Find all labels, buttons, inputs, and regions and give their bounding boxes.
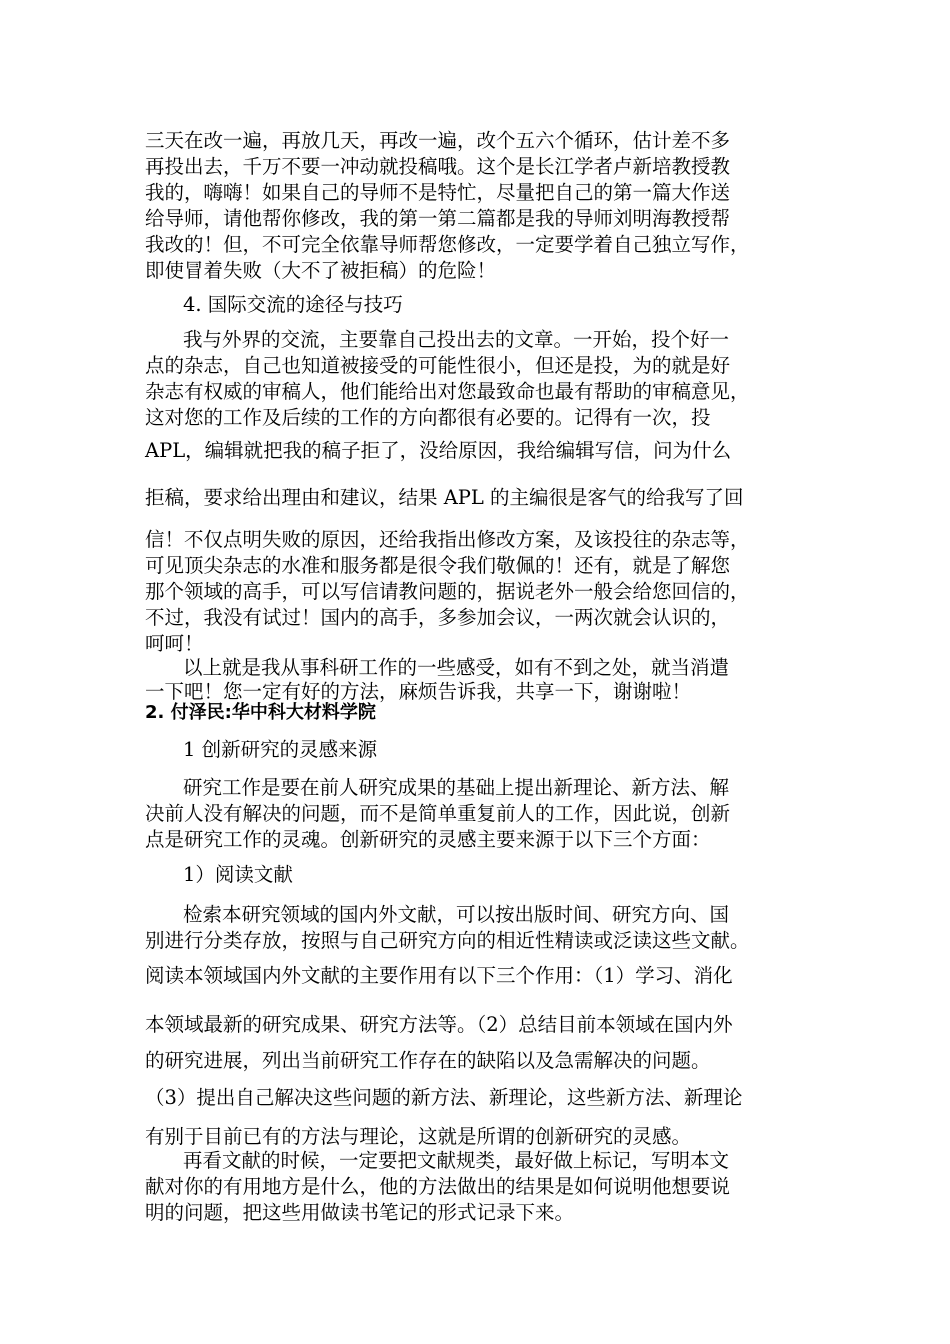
text-line: 阅读本领域国内外文献的主要作用有以下三个作用：（1）学习、消化 [145, 964, 733, 987]
text-line: 这对您的工作及后续的工作的方向都很有必要的。记得有一次，投 [145, 406, 711, 429]
text-line: 不过，我没有试过！国内的高手，多参加会议，一两次就会认识的， [145, 606, 731, 629]
text-line: 可见顶尖杂志的水准和服务都是很令我们敬佩的！还有，就是了解您 [145, 554, 731, 577]
text-line: 献对你的有用地方是什么，他的方法做出的结果是如何说明他想要说 [145, 1175, 731, 1198]
text-line: 一下吧！您一定有好的方法，麻烦告诉我，共享一下，谢谢啦！ [145, 680, 692, 703]
section-heading-author: 2. 付泽民:华中科大材料学院 [145, 702, 376, 723]
text-line: 杂志有权威的审稿人，他们能给出对您最致命也最有帮助的审稿意见， [145, 380, 750, 403]
text-line: 明的问题，把这些用做读书笔记的形式记录下来。 [145, 1201, 575, 1224]
text-line: 三天在改一遍，再放几天，再改一遍，改个五六个循环，估计差不多 [145, 129, 731, 152]
text-line: 检索本研究领域的国内外文献，可以按出版时间、研究方向、国 [183, 903, 730, 926]
text-line: 再投出去，千万不要一冲动就投稿哦。这个是长江学者卢新培教授教 [145, 155, 731, 178]
text-line: 本领域最新的研究成果、研究方法等。（2）总结目前本领域在国内外 [145, 1013, 733, 1036]
text-line: APL，编辑就把我的稿子拒了，没给原因，我给编辑写信，问为什么 [145, 439, 732, 462]
text-line: 我改的！但，不可完全依靠导师帮您修改，一定要学着自己独立写作， [145, 233, 750, 256]
text-line: 信！不仅点明失败的原因，还给我指出修改方案，及该投往的杂志等， [145, 528, 750, 551]
text-line: 呵呵！ [145, 632, 204, 655]
text-line: 我的，嗨嗨！如果自己的导师不是特忙，尽量把自己的第一篇大作送 [145, 181, 731, 204]
text-line: （3）提出自己解决这些问题的新方法、新理论，这些新方法、新理论 [145, 1086, 743, 1109]
section-heading: 4. 国际交流的途径与技巧 [183, 293, 403, 316]
text-line: 给导师，请他帮你修改，我的第一第二篇都是我的导师刘明海教授帮 [145, 207, 731, 230]
text-line: 有别于目前已有的方法与理论，这就是所谓的创新研究的灵感。 [145, 1125, 692, 1148]
text-line: 拒稿，要求给出理由和建议，结果 APL 的主编很是客气的给我写了回 [145, 486, 744, 509]
subsection-heading: 1）阅读文献 [183, 863, 293, 886]
text-line: 那个领域的高手，可以写信请教问题的，据说老外一般会给您回信的， [145, 580, 750, 603]
text-line: 再看文献的时候，一定要把文献规类，最好做上标记，写明本文 [183, 1149, 730, 1172]
text-line: 别进行分类存放，按照与自己研究方向的相近性精读或泛读这些文献。 [145, 929, 750, 952]
text-line: 点是研究工作的灵魂。创新研究的灵感主要来源于以下三个方面： [145, 828, 711, 851]
text-line: 的研究进展，列出当前研究工作存在的缺陷以及急需解决的问题。 [145, 1049, 711, 1072]
text-line: 点的杂志，自己也知道被接受的可能性很小，但还是投，为的就是好 [145, 354, 731, 377]
text-line: 即使冒着失败（大不了被拒稿）的危险！ [145, 259, 497, 282]
text-line: 我与外界的交流，主要靠自己投出去的文章。一开始，投个好一 [183, 328, 730, 351]
text-line: 决前人没有解决的问题，而不是简单重复前人的工作，因此说，创新 [145, 802, 731, 825]
text-line: 研究工作是要在前人研究成果的基础上提出新理论、新方法、解 [183, 776, 730, 799]
text-line: 以上就是我从事科研工作的一些感受，如有不到之处，就当消遣 [183, 656, 730, 679]
subsection-heading: 1 创新研究的灵感来源 [183, 738, 378, 761]
